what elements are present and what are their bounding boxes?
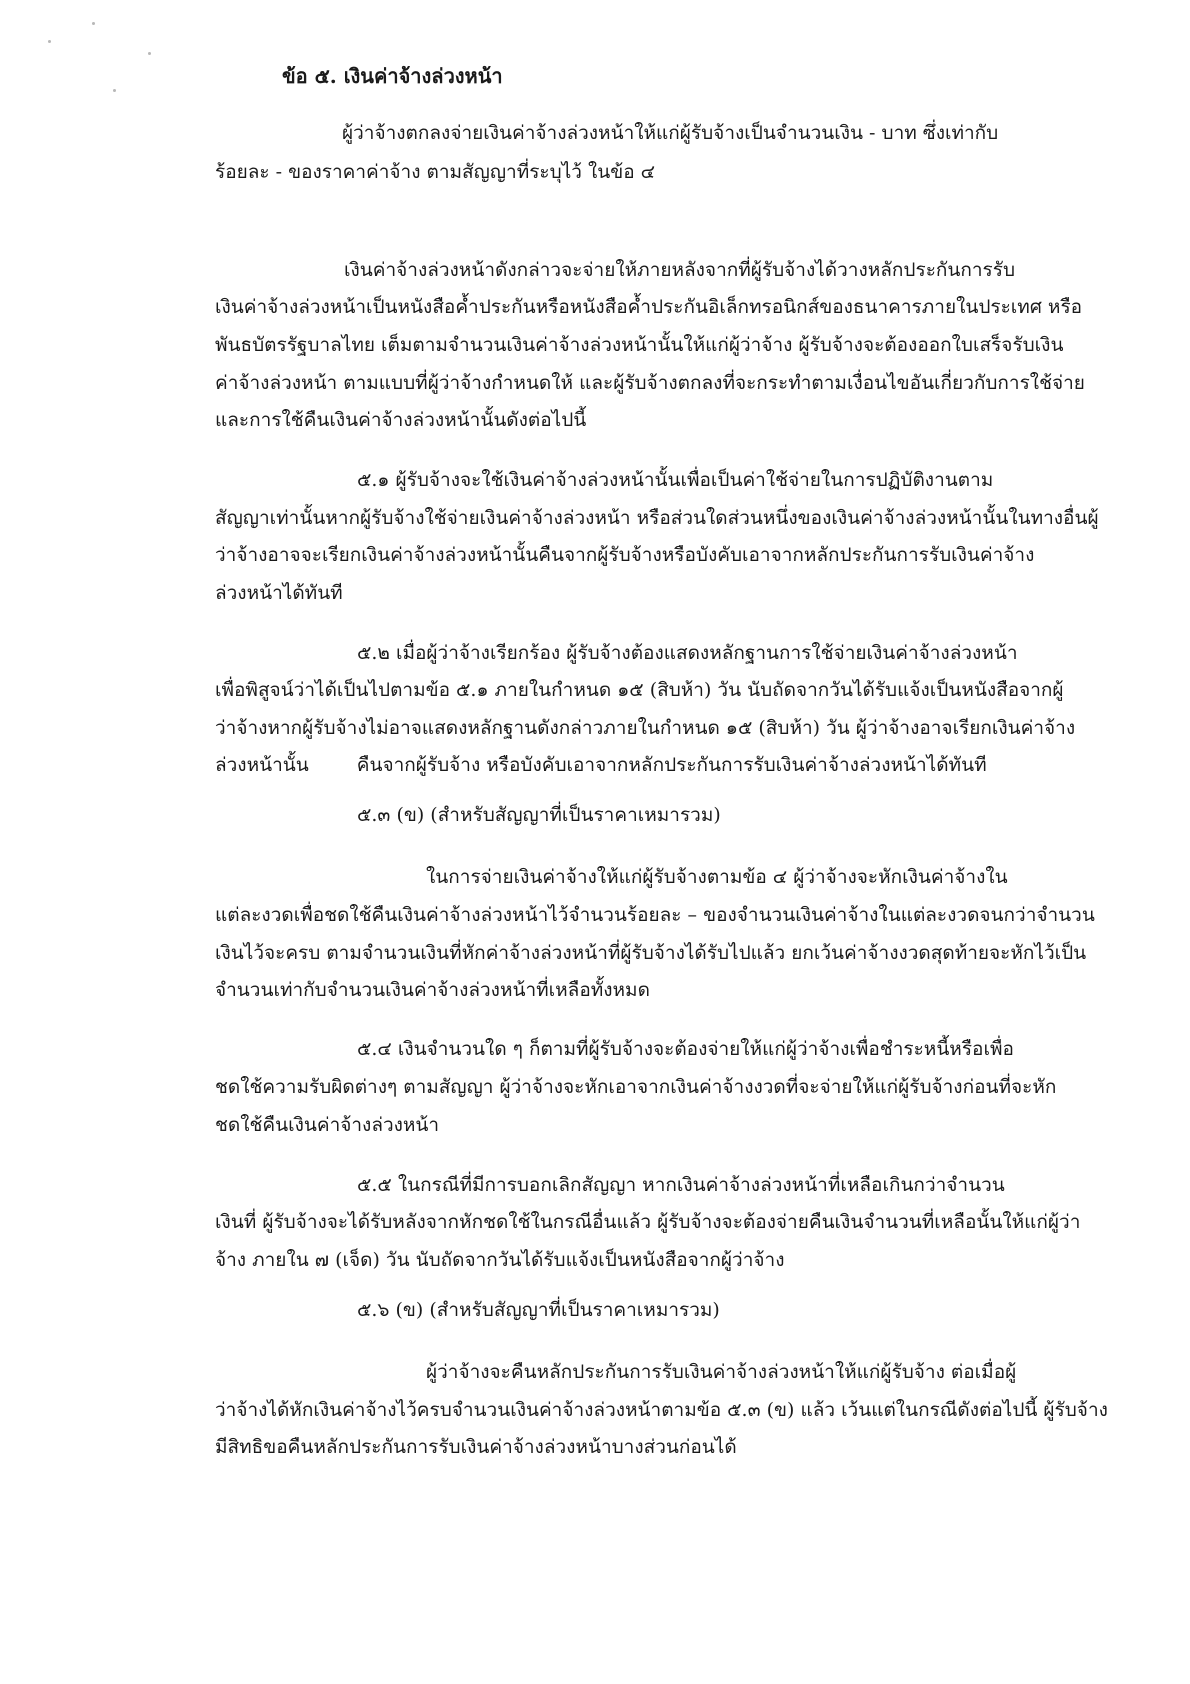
paragraph-line: ๕.๒ เมื่อผู้ว่าจ้างเรียกร้อง ผู้รับจ้างต้องแสดงหลักฐานการใช้จ่ายเงินค่าจ้างล่วงหน้า: [357, 642, 1018, 664]
paragraph-line: เงินที่ ผู้รับจ้างจะได้รับหลังจากหักชดใช้ในกรณีอื่นแล้ว ผู้รับจ้างจะต้องจ่ายคืนเงินจำนวนที่เหลือนั้นให้แก่ผู้ว่า: [215, 1211, 1081, 1233]
paragraph-line: มีสิทธิขอคืนหลักประกันการรับเงินค่าจ้างล่วงหน้าบางส่วนก่อนได้: [215, 1436, 737, 1458]
paragraph-line: ชดใช้คืนเงินค่าจ้างล่วงหน้า: [215, 1114, 440, 1136]
paragraph-line: ผู้ว่าจ้างตกลงจ่ายเงินค่าจ้างล่วงหน้าให้แก่ผู้รับจ้างเป็นจำนวนเงิน - บาท ซึ่งเท่ากับ: [342, 122, 999, 144]
section-heading: ข้อ ๕. เงินค่าจ้างล่วงหน้า: [282, 64, 503, 88]
paragraph-line: พันธบัตรรัฐบาลไทย เต็มตามจำนวนเงินค่าจ้างล่วงหน้านั้นให้แก่ผู้ว่าจ้าง ผู้รับจ้างจะต้องออกใบเสร็จรับเงิน: [215, 334, 1064, 356]
scan-speck: [48, 40, 51, 43]
paragraph-line: ๕.๑ ผู้รับจ้างจะใช้เงินค่าจ้างล่วงหน้านั้นเพื่อเป็นค่าใช้จ่ายในการปฏิบัติงานตาม: [357, 469, 994, 491]
subsection-heading: ๕.๖ (ข) (สำหรับสัญญาที่เป็นราคาเหมารวม): [357, 1299, 720, 1321]
paragraph-fragment: คืนจากผู้รับจ้าง หรือบังคับเอาจากหลักประกันการรับเงินค่าจ้างล่วงหน้าได้ทันที: [356, 754, 987, 776]
scan-speck: [113, 89, 116, 92]
paragraph-line: ร้อยละ - ของราคาค่าจ้าง ตามสัญญาที่ระบุไว้ ในข้อ ๔: [215, 161, 656, 183]
paragraph-line: ผู้ว่าจ้างจะคืนหลักประกันการรับเงินค่าจ้างล่วงหน้าให้แก่ผู้รับจ้าง ต่อเมื่อผู้: [426, 1361, 1017, 1383]
paragraph-line: ค่าจ้างล่วงหน้า ตามแบบที่ผู้ว่าจ้างกำหนดให้ และผู้รับจ้างตกลงที่จะกระทำตามเงื่อนไขอันเกี่ยวกับการใช้จ่าย: [215, 372, 1085, 394]
paragraph-line: ชดใช้ความรับผิดต่างๆ ตามสัญญา ผู้ว่าจ้างจะหักเอาจากเงินค่าจ้างงวดที่จะจ่ายให้แก่ผู้รับจ้างก่อนที่จะหัก: [215, 1076, 1057, 1098]
subsection-heading: ๕.๓ (ข) (สำหรับสัญญาที่เป็นราคาเหมารวม): [357, 804, 721, 826]
paragraph-fragment: ล่วงหน้านั้น: [215, 754, 309, 776]
paragraph-line: ๕.๕ ในกรณีที่มีการบอกเลิกสัญญา หากเงินค่าจ้างล่วงหน้าที่เหลือเกินกว่าจำนวน: [357, 1174, 1005, 1196]
paragraph-line: ว่าจ้างอาจจะเรียกเงินค่าจ้างล่วงหน้านั้นคืนจากผู้รับจ้างหรือบังคับเอาจากหลักประกันการรับเงินค่าจ้าง: [215, 544, 1035, 566]
paragraph-line: ว่าจ้างหากผู้รับจ้างไม่อาจแสดงหลักฐานดังกล่าวภายในกำหนด ๑๕ (สิบห้า) วัน ผู้ว่าจ้างอาจเรียกเงินค่าจ้าง: [215, 717, 1076, 739]
paragraph-line: จ้าง ภายใน ๗ (เจ็ด) วัน นับถัดจากวันได้รับแจ้งเป็นหนังสือจากผู้ว่าจ้าง: [215, 1249, 785, 1271]
paragraph-line: เงินค่าจ้างล่วงหน้าเป็นหนังสือค้ำประกันหรือหนังสือค้ำประกันอิเล็กทรอนิกส์ของธนาคารภายในประเทศ หรือ: [215, 296, 1083, 318]
paragraph-line: เงินไว้จะครบ ตามจำนวนเงินที่หักค่าจ้างล่วงหน้าที่ผู้รับจ้างได้รับไปแล้ว ยกเว้นค่าจ้างงวดสุดท้ายจะหักไว้เป็น: [215, 942, 1087, 964]
paragraph-line: จำนวนเท่ากับจำนวนเงินค่าจ้างล่วงหน้าที่เหลือทั้งหมด: [215, 979, 650, 1001]
paragraph-line: และการใช้คืนเงินค่าจ้างล่วงหน้านั้นดังต่อไปนี้: [215, 409, 587, 431]
paragraph-line: [215, 750, 987, 780]
paragraph-line: สัญญาเท่านั้นหากผู้รับจ้างใช้จ่ายเงินค่าจ้างล่วงหน้า หรือส่วนใดส่วนหนึ่งของเงินค่าจ้างล่วงหน้านั้นในทางอื่นผู้: [215, 507, 1099, 529]
scan-speck: [92, 22, 95, 25]
paragraph-line: ว่าจ้างได้หักเงินค่าจ้างไว้ครบจำนวนเงินค่าจ้างล่วงหน้าตามข้อ ๕.๓ (ข) แล้ว เว้นแต่ในกรณีดังต่อไปนี้ ผู้รับจ้าง: [215, 1399, 1108, 1421]
paragraph-line: เพื่อพิสูจน์ว่าได้เป็นไปตามข้อ ๕.๑ ภายในกำหนด ๑๕ (สิบห้า) วัน นับถัดจากวันได้รับแจ้งเป็นหนังสือจากผู้: [215, 679, 1064, 701]
paragraph-line: แต่ละงวดเพื่อชดใช้คืนเงินค่าจ้างล่วงหน้าไว้จำนวนร้อยละ – ของจำนวนเงินค่าจ้างในแต่ละงวดจนกว่าจำนวน: [215, 904, 1095, 926]
scan-speck: [148, 52, 151, 55]
paragraph-line: ๕.๔ เงินจำนวนใด ๆ ก็ตามที่ผู้รับจ้างจะต้องจ่ายให้แก่ผู้ว่าจ้างเพื่อชำระหนี้หรือเพื่อ: [357, 1038, 1014, 1060]
paragraph-line: เงินค่าจ้างล่วงหน้าดังกล่าวจะจ่ายให้ภายหลังจากที่ผู้รับจ้างได้วางหลักประกันการรับ: [344, 259, 1016, 281]
paragraph-line: ล่วงหน้าได้ทันที: [215, 582, 343, 604]
paragraph-line: ในการจ่ายเงินค่าจ้างให้แก่ผู้รับจ้างตามข้อ ๔ ผู้ว่าจ้างจะหักเงินค่าจ้างใน: [426, 866, 1008, 888]
